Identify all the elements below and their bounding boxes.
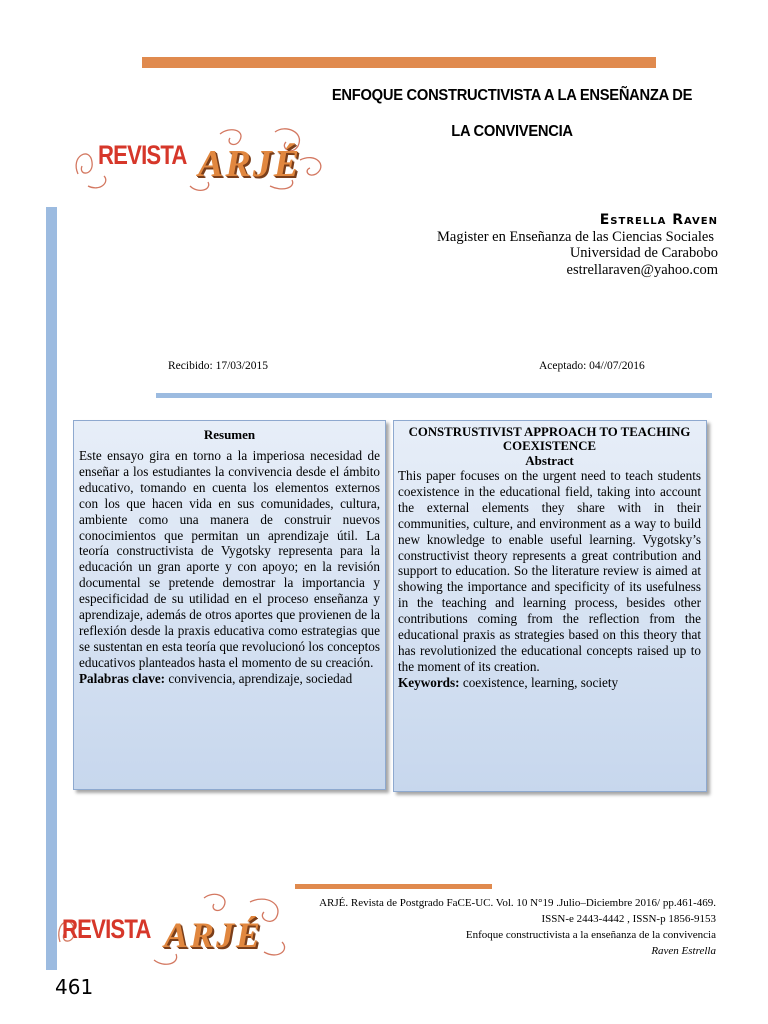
- journal-logo-bottom: [54, 892, 294, 972]
- logo-arje-text: ARJÉ: [164, 915, 263, 955]
- logo-arje-text: ARJÉ: [198, 143, 302, 185]
- left-blue-bar: [46, 207, 57, 970]
- logo-revista-text: REVISTA: [98, 140, 187, 170]
- abstract-box: [393, 420, 707, 792]
- article-title-line2: LA CONVIVENCIA: [451, 123, 573, 140]
- author-institution: Universidad de Carabobo: [569, 245, 718, 261]
- abstract-keywords-label: Keywords:: [398, 674, 460, 690]
- page-number: 461: [55, 975, 94, 999]
- resumen-keywords: [79, 671, 380, 687]
- author-block: [437, 212, 718, 278]
- resumen-keywords-text: convivencia, aprendizaje, sociedad: [165, 670, 353, 686]
- footer-journal-line: ARJÉ. Revista de Postgrado FaCE-UC. Vol. 10 N°19 .Julio–Diciembre 2016/ pp.461-469.: [319, 897, 716, 909]
- resumen-heading: Resumen: [203, 427, 256, 442]
- author-email: estrellaraven@yahoo.com: [566, 261, 718, 278]
- accepted-date: Aceptado: 04//07/2016: [539, 360, 645, 372]
- resumen-box: [73, 420, 386, 790]
- journal-logo-top: [70, 126, 330, 196]
- footer-author: Raven Estrella: [651, 945, 716, 957]
- abstract-title: CONSTRUSTIVIST APPROACH TO TEACHING COEXISTENCE: [408, 425, 691, 453]
- resumen-keywords-label: Palabras clave:: [79, 670, 166, 686]
- abstract-keywords: [398, 675, 701, 691]
- abstract-keywords-text: coexistence, learning, society: [459, 674, 619, 690]
- footer-citation: [319, 895, 716, 959]
- abstract-heading: Abstract: [525, 453, 574, 468]
- article-title-line1: ENFOQUE CONSTRUCTIVISTA A LA ENSEÑANZA DE: [331, 87, 693, 104]
- resumen-body: Este ensayo gira en torno a la imperiosa necesidad de enseñar a los estudiantes la convivencia desde el ámbito educativo, tomando en cuenta los elementos externos con los que hacen vida en sus comunidades, cultura, ambiente como una manera de construir nuevos conocimientos que permitan un aprendizaje útil. La teoría constructivista de Vygotsky representa para la educación un gran aporte y con apoyo; en la revisión documental se pretende demostrar la importancia y especificidad de su utilidad en el proceso enseñanza y aprendizaje, además de otros aportes que provienen de la reflexión desde la praxis educativa como estrategias que se sustentan en esta teoría que revolucionó los conceptos educativos planteados hasta el momento de su creación.: [79, 448, 380, 670]
- divider-blue-line: [156, 393, 712, 398]
- footer-article-title: Enfoque constructivista a la enseñanza de la convivencia: [465, 929, 716, 941]
- footer-orange-bar: [295, 884, 492, 889]
- author-degree: Magister en Enseñanza de las Ciencias Sociales: [436, 228, 714, 245]
- logo-revista-text: REVISTA: [62, 914, 151, 944]
- footer-issn-line: ISSN-e 2443-4442 , ISSN-p 1856-9153: [541, 913, 716, 925]
- abstract-body: This paper focuses on the urgent need to teach students coexistence in the educational field, taking into account the external elements they share with in their communities, culture, and environment as a way to build new knowledge to enable useful learning. Vygotsky’s constructivist theory represents a great contribution and support to education. So the literature review is aimed at showing the importance and specificity of its usefulness in the teaching and learning process, besides other contributions coming from the reflection from the educational praxis as strategies based on this theory that has revolutionized the educational concepts raised up to the moment of its creation.: [398, 468, 701, 674]
- article-title: [317, 78, 707, 150]
- received-date: Recibido: 17/03/2015: [168, 360, 268, 372]
- header-orange-bar: [142, 57, 656, 68]
- author-name: Estrella Raven: [599, 212, 718, 228]
